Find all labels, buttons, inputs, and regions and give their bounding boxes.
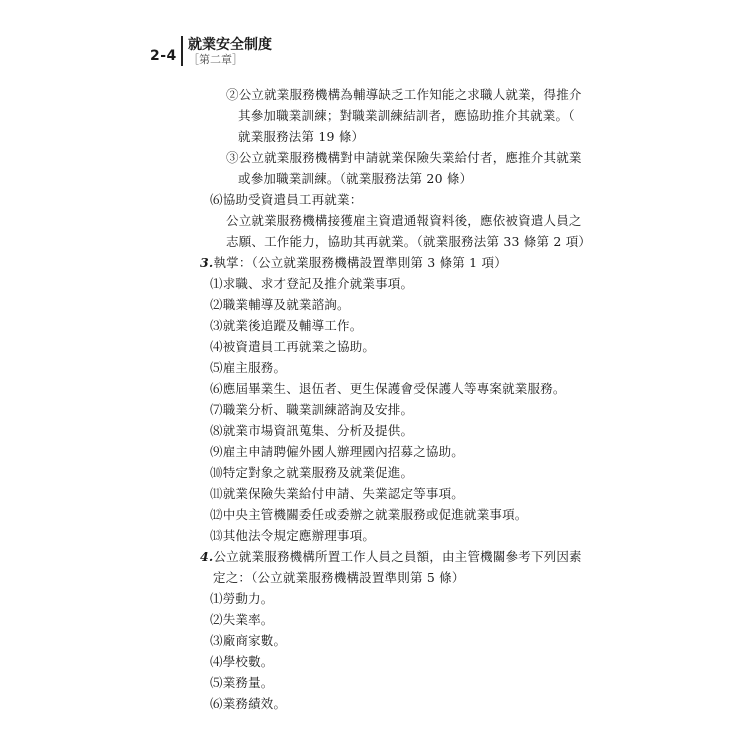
header-divider [181, 36, 183, 66]
section-title: 執掌：（公立就業服務機構設置準則第 3 條第 1 項） [213, 255, 507, 270]
list-item: ⑼雇主申請聘僱外國人辦理國內招募之協助。 [210, 444, 465, 459]
list-item: ⑸業務量。 [210, 675, 274, 690]
list-item: ⑾就業保險失業給付申請、失業認定等事項。 [210, 486, 465, 501]
section-number: 3. [200, 255, 214, 270]
section-title: 公立就業服務機構所置工作人員之員額，由主管機關參考下列因素 [213, 549, 582, 564]
list-item: ⑵失業率。 [210, 612, 274, 627]
text-line: ③公立就業服務機構對申請就業保險失業給付者，應推介其就業 [226, 150, 582, 165]
text-line: 定之：（公立就業服務機構設置準則第 5 條） [213, 570, 465, 585]
list-item: ⑴勞動力。 [210, 591, 274, 606]
list-item: ⑷學校數。 [210, 654, 274, 669]
list-item: ⑷被資遣員工再就業之協助。 [210, 339, 376, 354]
list-item: ⑻就業市場資訊蒐集、分析及提供。 [210, 423, 414, 438]
page-number: 2-4 [150, 48, 177, 64]
text-line: 就業服務法第 19 條） [238, 129, 365, 144]
text-line: 其參加職業訓練；對職業訓練結訓者，應協助推介其就業。（ [238, 108, 575, 123]
list-item: ⑹應屆畢業生、退伍者、更生保護會受保護人等專案就業服務。 [210, 381, 566, 396]
page-header [0, 0, 750, 70]
list-item: ⑿中央主管機關委任或委辦之就業服務或促進就業事項。 [210, 507, 528, 522]
text-line: 公立就業服務機構接獲雇主資遣通報資料後，應依被資遣人員之 [226, 213, 582, 228]
text-line: ②公立就業服務機構為輔導缺乏工作知能之求職人就業，得推介 [226, 87, 582, 102]
text-line: 或參加職業訓練。（就業服務法第 20 條） [238, 171, 473, 186]
list-item: ⑸雇主服務。 [210, 360, 287, 375]
text-line: ⑹協助受資遣員工再就業： [210, 192, 363, 207]
list-item: ⑹業務績效。 [210, 696, 287, 711]
list-item: ⒀其他法令規定應辦理事項。 [210, 528, 376, 543]
section-number: 4. [200, 549, 214, 564]
list-item: ⑶就業後追蹤及輔導工作。 [210, 318, 363, 333]
section-heading-3 [200, 255, 507, 271]
chapter-label: ［第二章］ [188, 53, 243, 66]
text-line: 志願、工作能力，協助其再就業。（就業服務法第 33 條第 2 項） [226, 234, 592, 249]
list-item: ⑺職業分析、職業訓練諮詢及安排。 [210, 402, 414, 417]
list-item: ⑽特定對象之就業服務及就業促進。 [210, 465, 414, 480]
list-item: ⑴求職、求才登記及推介就業事項。 [210, 276, 414, 291]
book-title: 就業安全制度 [188, 37, 272, 53]
list-item: ⑵職業輔導及就業諮詢。 [210, 297, 350, 312]
section-heading-4 [200, 549, 582, 565]
list-item: ⑶廠商家數。 [210, 633, 287, 648]
